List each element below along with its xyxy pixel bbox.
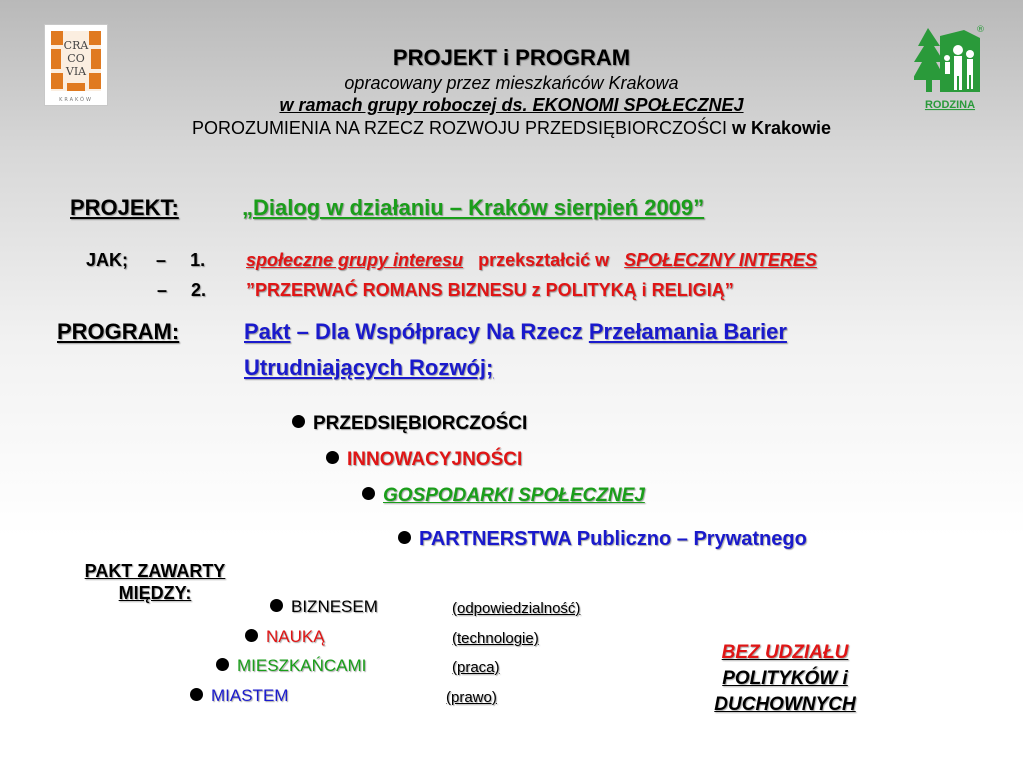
area-text: GOSPODARKI SPOŁECZNEJ: [383, 485, 645, 506]
pakt-label-line-1: PAKT ZAWARTY: [84, 561, 226, 581]
logo-text-2: CO: [67, 52, 85, 65]
program-line-1: [244, 319, 787, 345]
jak-item-1-part-3: SPOŁECZNY INTERES: [624, 250, 817, 270]
bullet-icon: [216, 658, 229, 671]
registered-mark: ®: [976, 25, 985, 35]
jak-dash-2: –: [157, 280, 168, 300]
party-name: MIASTEM: [211, 686, 289, 705]
area-item-3: [362, 485, 645, 507]
area-text: INNOWACYJNOŚCI: [347, 449, 523, 470]
jak-item-2-marker: [157, 280, 206, 301]
bullet-icon: [362, 487, 375, 500]
projekt-title: „Dialog w działaniu – Kraków sierpień 2009”: [242, 195, 705, 220]
party-note-1: (odpowiedzialność): [452, 600, 581, 617]
jak-label: [86, 250, 205, 271]
page-title: PROJEKT i PROGRAM: [392, 45, 631, 70]
subtitle-line-1: opracowany przez mieszkańców Krakowa: [344, 73, 679, 93]
pakt-label: [40, 560, 270, 604]
jak-item-1-number: 1.: [190, 250, 206, 270]
area-text: PARTNERSTWA Publiczno – Prywatnego: [419, 528, 807, 550]
bullet-icon: [245, 629, 258, 642]
party-name: NAUKĄ: [266, 627, 325, 646]
logo-text-3: VIA: [65, 65, 87, 78]
bez-udzialu-note: [675, 640, 895, 718]
logo-text-1: CRA: [63, 39, 89, 52]
logo-caption: KRAKÓW: [59, 97, 93, 103]
subtitle-line-3: [0, 116, 1023, 140]
jak-item-1-part-1: społeczne grupy interesu: [246, 250, 464, 270]
bullet-icon: [326, 451, 339, 464]
program-part-3: Przełamania Barier: [588, 319, 787, 344]
subtitle-line-2: w ramach grupy roboczej ds. EKONOMI SPOŁECZNEJ: [279, 95, 744, 115]
area-item-1: [292, 413, 527, 435]
party-name: MIESZKAŃCAMI: [237, 656, 367, 675]
party-note-2: (technologie): [452, 630, 539, 647]
program-line-2: Utrudniających Rozwój;: [244, 355, 494, 380]
bullet-icon: [292, 415, 305, 428]
area-item-2: [326, 449, 522, 471]
subtitle-line-3-bold: w Krakowie: [732, 118, 832, 138]
pakt-label-line-2: MIĘDZY:: [118, 583, 192, 603]
bez-line-1: BEZ UDZIAŁU: [721, 642, 849, 663]
jak-item-2-number: 2.: [191, 280, 207, 300]
party-item-1: [270, 597, 378, 617]
jak-dash-1: –: [156, 250, 167, 270]
jak-item-2-text: ”PRZERWAĆ ROMANS BIZNESU z POLITYKĄ i RELIGIĄ”: [246, 280, 734, 300]
jak-item-1: [246, 250, 817, 271]
program-part-1: Pakt: [244, 319, 291, 344]
jak-label-text: JAK;: [86, 250, 129, 270]
bullet-icon: [398, 531, 411, 544]
subtitle-line-3-main: POROZUMIENIA NA RZECZ ROZWOJU PRZEDSIĘBIORCZOŚCI: [191, 118, 727, 138]
projekt-label: PROJEKT:: [70, 195, 179, 220]
program-part-2: – Dla Współpracy Na Rzecz: [296, 319, 583, 344]
party-note-4: (prawo): [446, 689, 497, 706]
area-text: PRZEDSIĘBIORCZOŚCI: [313, 413, 528, 434]
program-label: PROGRAM:: [57, 319, 180, 344]
header: [0, 44, 1023, 140]
party-item-2: [245, 627, 325, 647]
jak-item-1-part-2: przekształcić w: [478, 250, 610, 270]
bez-line-2: POLITYKÓW i: [722, 668, 848, 689]
party-item-4: [190, 686, 288, 706]
bez-line-3: DUCHOWNYCH: [714, 694, 856, 715]
party-item-3: [216, 656, 366, 676]
party-note-3: (praca): [452, 659, 500, 676]
bullet-icon: [190, 688, 203, 701]
area-item-4: [398, 528, 807, 551]
party-name: BIZNESEM: [291, 597, 378, 616]
bullet-icon: [270, 599, 283, 612]
rodzina-caption: RODZINA: [924, 99, 976, 111]
